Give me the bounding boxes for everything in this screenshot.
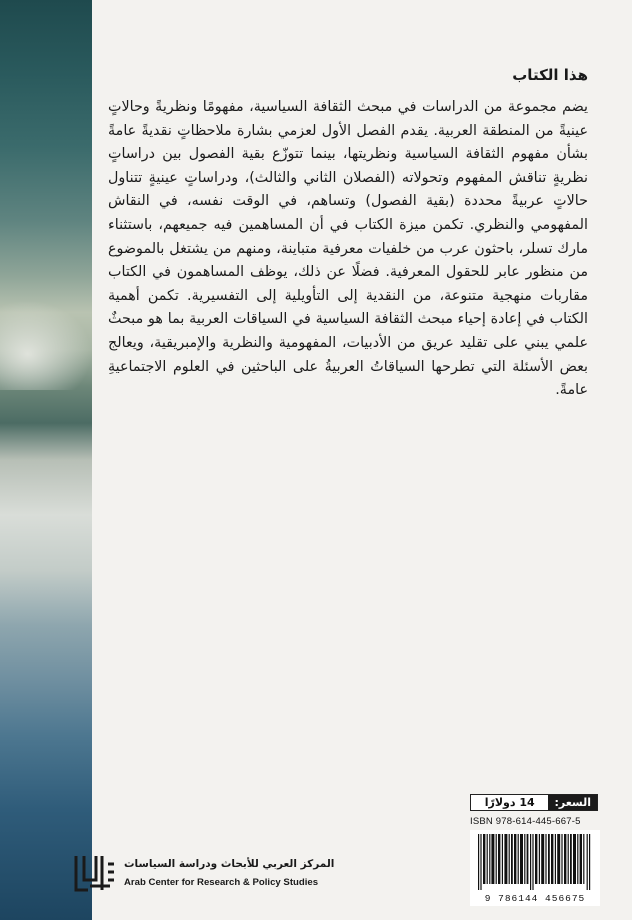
blurb-paragraph: يضم مجموعة من الدراسات في مبحث الثقافة السياسية، مفهومًا ونظريةً وحالاتٍ عينيةً من المنطقة العربية. يقدم الفصل الأول لعزمي بشارة ملاحظاتٍ نقديةً عامةً بشأن مفهوم الثقافة السياسية ونظريتها، بينما تتوزّع بقية الفصول بين دراساتٍ نظريةٍ تناقش المفهوم وتحولاته (الفصلان الثاني والثالث)، ودراساتٍ عينيةٍ تتناول حالاتٍ عربيةً محددة (بقية الفصول) وتساهم، في الوقت نفسه، في النقاش المفهومي والنظري. تكمن ميزة الكتاب في أن المساهمين فيه جميعهم، باستثناء مارك تسلر، باحثون عرب من خلفيات معرفية متباينة، ومنهم من يشتغل بالموضوع من منظور عابر للحقول المعرفية. فضلًا عن ذلك، يوظف المساهمون في الكتاب مقاربات منهجية متنوعة، من النقدية إلى التأويلية إلى التفسيرية. تكمن أهمية الكتاب في إعادة إحياء مبحث الثقافة السياسية في السياقات العربية بما هو مبحثٌ علمي يبني على تقليد عريق من الأدبيات، المفهومية والنظرية والإمبريقية، ويعالج بعض الأسئلة التي تطرحها السياقاتُ العربيةُ على الباحثين في العلوم الاجتماعيةِ عامةً. — [108, 99, 588, 399]
barcode-digits: 9 786144 456675 — [484, 893, 586, 904]
barcode-bars — [478, 834, 592, 890]
publisher-name-ar: المركز العربي للأبحاث ودراسة السياسات — [124, 858, 335, 870]
price-box — [470, 794, 598, 811]
arab-center-logo-icon — [70, 850, 116, 896]
cover-art-strip — [0, 0, 92, 920]
publisher-name-en: Arab Center for Research & Policy Studies — [124, 877, 319, 888]
price-value: 14 دولارًا — [471, 795, 548, 810]
isbn-text: ISBN 978-614-445-667-5 — [470, 816, 581, 827]
price-label: السعر: — [548, 795, 597, 810]
section-heading: هذا الكتاب — [512, 66, 588, 84]
barcode — [470, 830, 600, 906]
